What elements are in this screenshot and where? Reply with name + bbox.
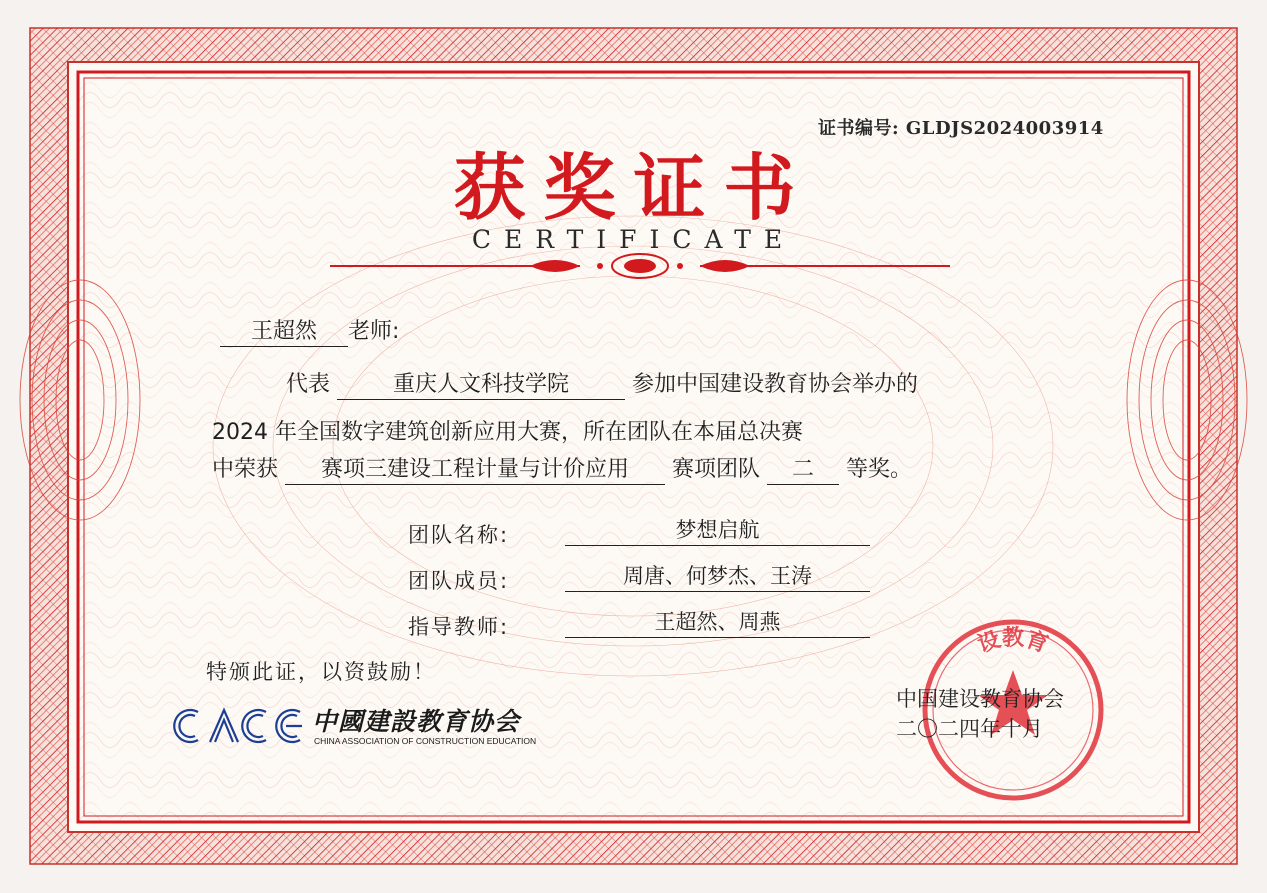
issuer-block <box>896 684 1064 744</box>
body-line-2: 2024 年全国数字建筑创新应用大赛，所在团队在本届总决赛 <box>212 420 803 445</box>
line1-prefix: 代表 <box>286 372 331 397</box>
advisors-value: 王超然、周燕 <box>565 607 870 638</box>
svg-text:设教育 <box>975 625 1052 658</box>
line3-mid: 赛项团队 <box>672 457 761 482</box>
recipient-suffix: 老师: <box>348 319 400 344</box>
advisors-label: 指导教师: <box>408 615 510 639</box>
cace-logo-mark <box>168 702 308 750</box>
recipient-name: 王超然 <box>220 318 348 347</box>
team-name-value: 梦想启航 <box>565 515 870 546</box>
certificate-subtitle: CERTIFICATE <box>471 225 796 254</box>
team-members-value: 周唐、何梦杰、王涛 <box>565 561 870 592</box>
line3-suffix: 等奖。 <box>846 457 913 482</box>
certificate-number: 证书编号: GLDJS2024003914 <box>818 118 1104 139</box>
team-members-label: 团队成员: <box>408 569 510 593</box>
award-rank: 二 <box>767 456 839 485</box>
closing-statement: 特颁此证，以资鼓励！ <box>206 660 436 684</box>
line3-prefix: 中荣获 <box>212 457 279 482</box>
line1-suffix: 参加中国建设教育协会举办的 <box>632 372 919 397</box>
issue-date: 二〇二四年十月 <box>896 717 1043 741</box>
seal-text: 设教育 <box>974 626 1052 659</box>
issuer-name: 中国建设教育协会 <box>896 687 1064 711</box>
body-line-1 <box>286 370 918 400</box>
institution-name: 重庆人文科技学院 <box>337 371 625 400</box>
body-line-3 <box>212 455 912 485</box>
title-ornament-divider <box>330 250 950 282</box>
recipient-line <box>220 317 399 347</box>
team-name-label: 团队名称: <box>408 523 510 547</box>
certificate-title: 获奖证书 <box>453 146 814 230</box>
event-name: 赛项三建设工程计量与计价应用 <box>285 456 665 485</box>
logo-chinese-name: 中國建設教育协会 <box>312 707 521 736</box>
logo-english-name: CHINA ASSOCIATION OF CONSTRUCTION EDUCATION <box>314 736 537 746</box>
